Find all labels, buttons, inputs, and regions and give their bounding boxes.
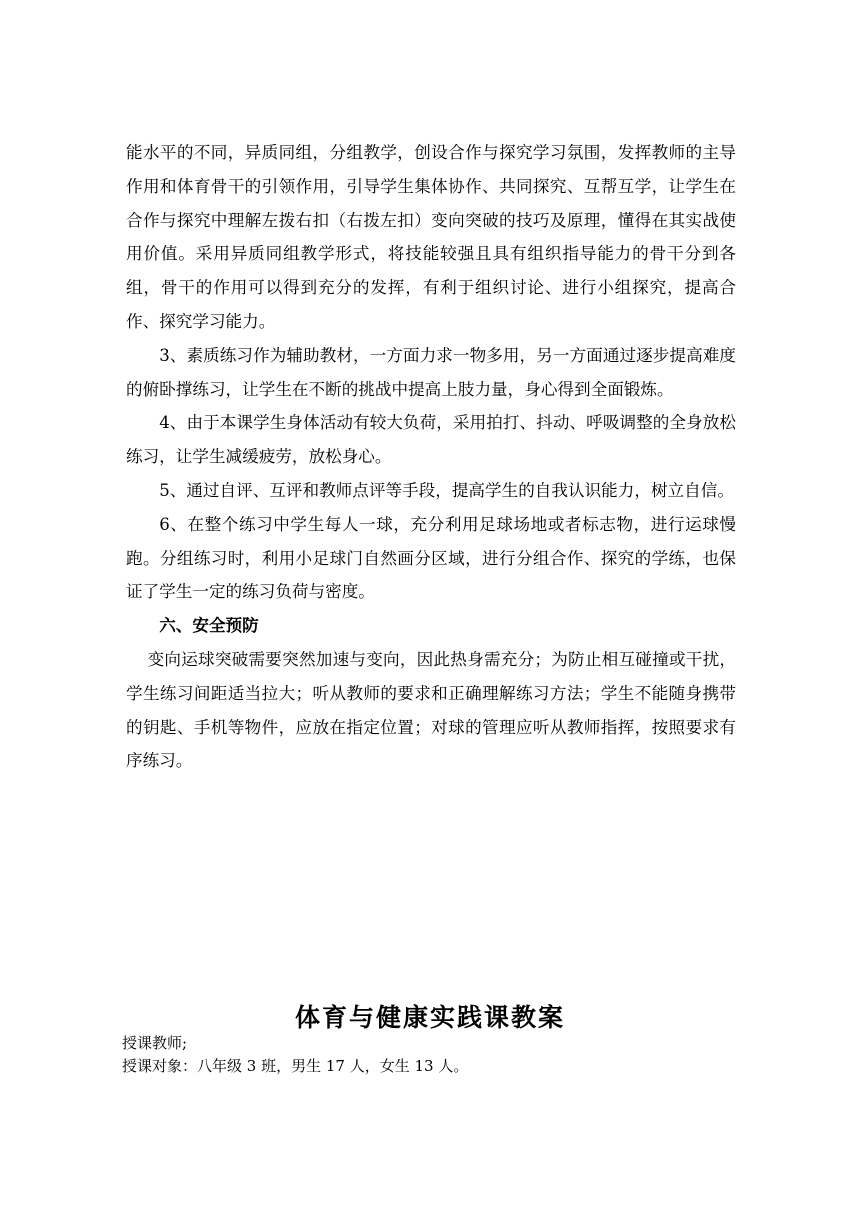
paragraph-continuation: 能水平的不同，异质同组，分组教学，创设合作与探究学习氛围，发挥教师的主导作用和体育骨干的引领作用，引导学生集体协作、共同探究、互帮互学，让学生在合作与探究中理解左拨右扣（右拨左扣）变向突破的技巧及原理，懂得在其实战使用价值。采用异质同组教学形式，将技能较强且具有组织指导能力的骨干分到各组，骨干的作用可以得到充分的发挥，有利于组织讨论、进行小组探究，提高合作、探究学习能力。 (126, 143, 736, 331)
safety-paragraph: 变向运球突破需要突然加速与变向，因此热身需充分；为防止相互碰撞或干扰，学生练习间距适当拉大；听从教师的要求和正确理解练习方法；学生不能随身携带的钥匙、手机等物件，应放在指定位置；对球的管理应听从教师指挥，按照要求有序练习。 (126, 649, 736, 771)
point-4-paragraph: 4、由于本课学生身体活动有较大负荷，采用拍打、抖动、呼吸调整的全身放松练习，让学生减缓疲劳，放松身心。 (126, 413, 736, 467)
audience-line: 授课对象：八年级 3 班，男生 17 人，女生 13 人。 (122, 1057, 469, 1075)
main-body-text (126, 136, 736, 778)
point-6-paragraph: 6、在整个练习中学生每人一球，充分利用足球场地或者标志物，进行运球慢跑。分组练习时，利用小足球门自然画分区域，进行分组合作、探究的学练，也保证了学生一定的练习负荷与密度。 (126, 514, 736, 602)
point-5-paragraph: 5、通过自评、互评和教师点评等手段，提高学生的自我认识能力，树立自信。 (159, 480, 734, 500)
teacher-line: 授课教师; (122, 1034, 188, 1052)
lesson-meta (122, 1032, 468, 1078)
point-3-paragraph: 3、素质练习作为辅助教材，一方面力求一物多用，另一方面通过逐步提高难度的俯卧撑练习，让学生在不断的挑战中提高上肢力量，身心得到全面锻炼。 (126, 345, 736, 399)
lesson-plan-title: 体育与健康实践课教案 (294, 1003, 565, 1032)
safety-heading: 六、安全预防 (159, 615, 259, 636)
